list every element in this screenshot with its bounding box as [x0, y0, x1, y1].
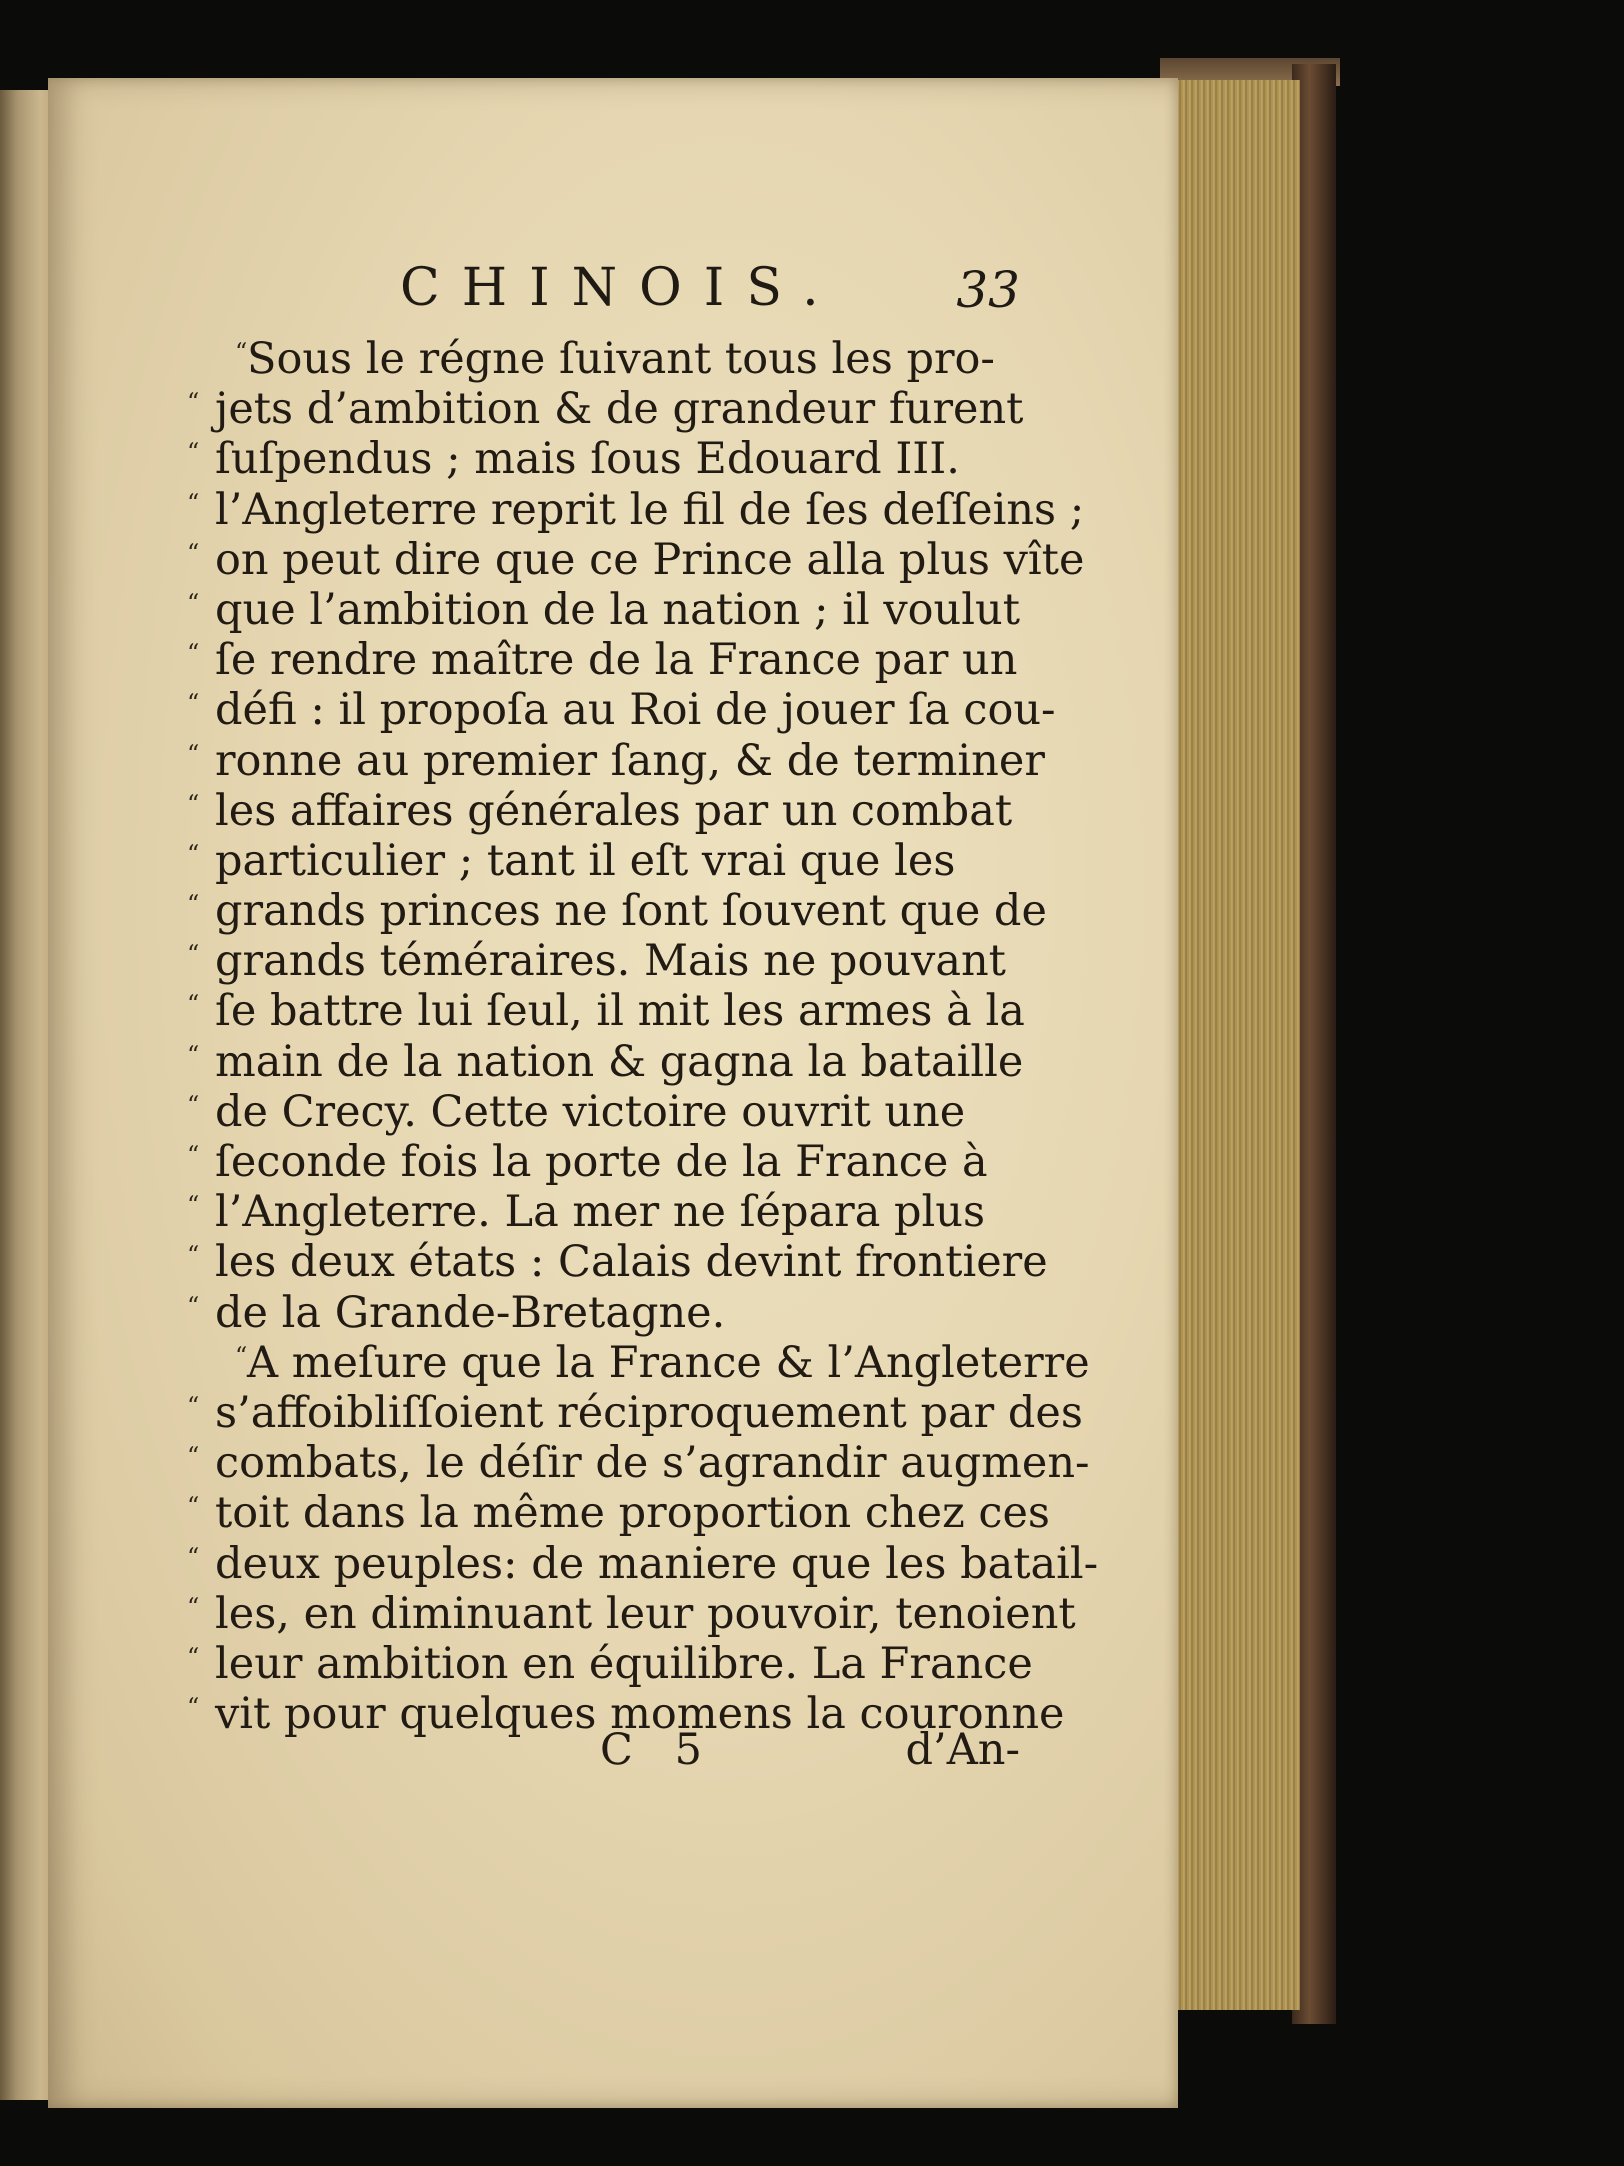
- line-text: A meſure que la France & l’Angleterre: [247, 1337, 1090, 1388]
- line-text: leur ambition en équilibre. La France: [215, 1638, 1033, 1689]
- quote-mark: “: [235, 338, 248, 366]
- text-line: [187, 1438, 1090, 1489]
- quote-mark: “: [187, 1090, 200, 1119]
- line-text: on peut dire que ce Prince alla plus vîte: [215, 534, 1085, 585]
- line-text: ſe battre lui ſeul, il mit les armes à la: [215, 986, 1025, 1037]
- quote-mark: “: [187, 940, 200, 969]
- line-text: Sous le régne ſuivant tous les pro-: [247, 334, 995, 384]
- catchword: d’An-: [905, 1725, 1020, 1775]
- text-line: [187, 1287, 1015, 1338]
- line-text: les affaires générales par un combat: [215, 785, 1013, 836]
- text-line: [187, 484, 1085, 535]
- line-text: de la Grande-Bretagne.: [215, 1287, 726, 1338]
- signature-mark: C 5: [600, 1725, 716, 1775]
- text-line: [187, 1086, 1015, 1137]
- line-text: main de la nation & gagna la bataille: [215, 1036, 1024, 1087]
- text-line: [187, 886, 1047, 937]
- page-header: [400, 258, 1020, 328]
- line-text: s’affoibliſſoient réciproquement par des: [215, 1387, 1083, 1438]
- quote-mark: “: [187, 388, 200, 417]
- line-text: ſe rendre maître de la France par un: [215, 635, 1018, 686]
- text-line: [187, 1488, 1050, 1539]
- quote-mark: “: [187, 990, 200, 1019]
- text-line: [187, 785, 1015, 836]
- line-text: deux peuples: de maniere que les batail-: [215, 1538, 1099, 1589]
- quote-mark: “: [187, 488, 200, 517]
- text-line: [187, 1588, 1076, 1639]
- text-line: [187, 1187, 1015, 1238]
- line-text: ſeconde fois la porte de la France à: [215, 1137, 988, 1187]
- running-title: CHINOIS.: [400, 258, 841, 318]
- quote-mark: “: [187, 538, 200, 567]
- quote-mark: “: [187, 1040, 200, 1069]
- text-line: [187, 986, 1025, 1037]
- line-text: l’Angleterre reprit le fil de ſes deſſeins ;: [215, 484, 1085, 535]
- quote-mark: “: [187, 789, 200, 818]
- page-number: 33: [956, 261, 1020, 319]
- quote-mark: “: [187, 1391, 200, 1420]
- line-text: les, en diminuant leur pouvoir, tenoient: [215, 1588, 1076, 1639]
- quote-mark: “: [187, 1693, 200, 1722]
- line-text: particulier ; tant il eſt vrai que les: [215, 835, 956, 886]
- quote-mark: “: [235, 1341, 248, 1370]
- quote-mark: “: [187, 1141, 200, 1169]
- line-text: grands princes ne ſont ſouvent que de: [215, 886, 1047, 937]
- quote-mark: “: [187, 1291, 200, 1320]
- text-line: [187, 1638, 1033, 1689]
- text-line: [215, 1337, 1090, 1388]
- line-text: que l’ambition de la nation ; il voulut: [215, 584, 1020, 635]
- quote-mark: “: [187, 1642, 200, 1671]
- text-line: [187, 635, 1018, 686]
- quote-mark: “: [187, 689, 200, 718]
- quote-mark: “: [187, 1442, 200, 1471]
- page-footer: [600, 1720, 1020, 1780]
- text-line: [187, 1387, 1083, 1438]
- body-text: [187, 334, 1099, 1740]
- text-line: [187, 434, 1015, 485]
- line-text: l’Angleterre. La mer ne ſépara plus: [215, 1187, 986, 1238]
- text-line: [187, 735, 1045, 786]
- quote-mark: “: [187, 1241, 200, 1270]
- line-text: les deux états : Calais devint frontiere: [215, 1237, 1048, 1288]
- quote-mark: “: [187, 639, 200, 668]
- quote-mark: “: [187, 890, 200, 919]
- quote-mark: “: [187, 1191, 200, 1220]
- line-text: défi : il propoſa au Roi de jouer ſa cou-: [215, 685, 1056, 736]
- quote-mark: “: [187, 438, 200, 467]
- text-line: [187, 1538, 1099, 1589]
- text-line: [187, 685, 1056, 736]
- text-line: [187, 936, 1015, 987]
- quote-mark: “: [187, 588, 200, 617]
- text-line: [187, 1237, 1048, 1288]
- text-line: [187, 534, 1085, 585]
- line-text: grands téméraires. Mais ne pouvant: [215, 936, 1006, 987]
- line-text: de Crecy. Cette victoire ouvrit une: [215, 1086, 966, 1137]
- line-text: ronne au premier ſang, & de terminer: [215, 735, 1045, 786]
- text-line: [187, 835, 1015, 886]
- quote-mark: “: [187, 839, 200, 868]
- text-line: [187, 384, 1024, 435]
- quote-mark: “: [187, 739, 200, 768]
- line-text: combats, le déſir de s’agrandir augmen-: [215, 1438, 1090, 1489]
- text-line: [187, 1137, 1015, 1187]
- line-text: jets d’ambition & de grandeur furent: [215, 384, 1024, 435]
- quote-mark: “: [187, 1542, 200, 1571]
- line-text: toit dans la même proportion chez ces: [215, 1488, 1050, 1539]
- text-line: [187, 1036, 1024, 1087]
- text-line: [187, 584, 1020, 635]
- text-line: [215, 334, 1015, 384]
- quote-mark: “: [187, 1492, 200, 1521]
- page-stack-edge: [1168, 80, 1300, 2010]
- quote-mark: “: [187, 1592, 200, 1621]
- line-text: ſuſpendus ; mais ſous Edouard III.: [215, 434, 960, 485]
- line-text: vit pour quelques momens la couronne: [215, 1689, 1065, 1740]
